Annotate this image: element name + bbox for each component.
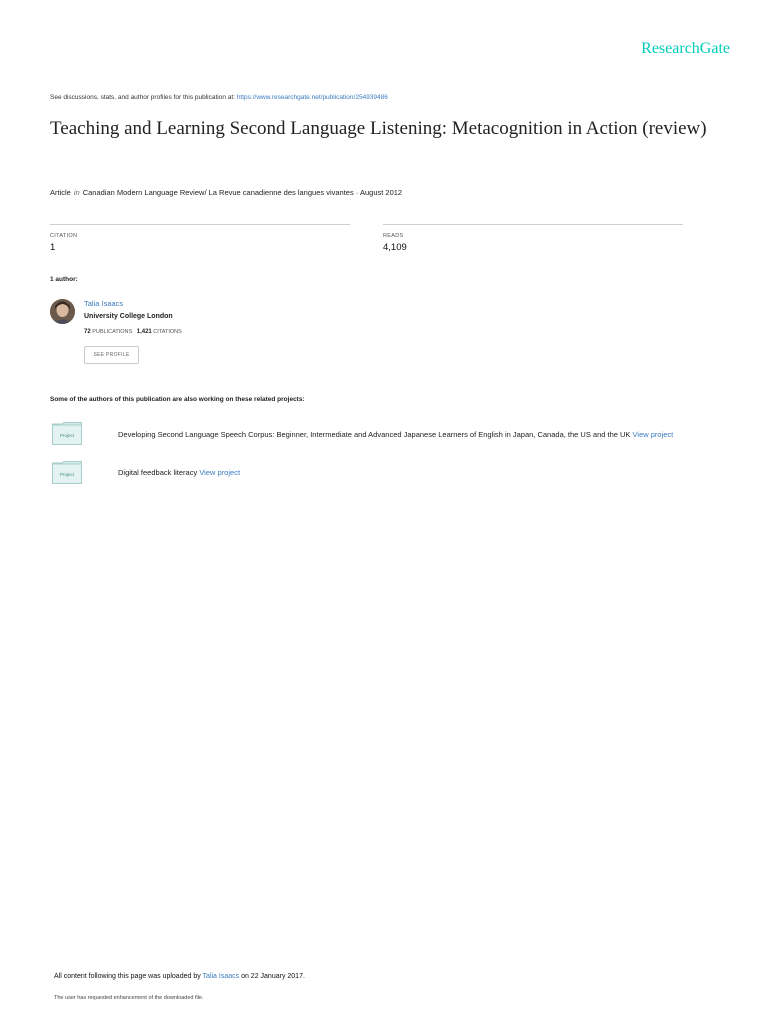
divider-citation xyxy=(50,224,350,225)
project-folder-icon xyxy=(52,422,82,445)
article-type: Article xyxy=(50,188,71,197)
project-title: Digital feedback literacy xyxy=(118,468,198,477)
uploaded-suffix: on 22 January 2017. xyxy=(241,973,305,980)
paper-title: Teaching and Learning Second Language Listening: Metacognition in Action (review) xyxy=(50,118,707,139)
researchgate-logo[interactable]: ResearchGate xyxy=(641,40,730,57)
citation-label: CITATION xyxy=(50,233,78,239)
author-institution: University College London xyxy=(84,313,173,320)
project-title: Developing Second Language Speech Corpus: Beginner, Intermediate and Advanced Japanese Learners of English in Japan, Canada, the US and the UK xyxy=(118,430,631,439)
view-project-link[interactable]: View project xyxy=(632,430,674,439)
see-profile-button[interactable]: SEE PROFILE xyxy=(84,346,139,364)
avatar[interactable] xyxy=(50,299,75,324)
uploaded-prefix: All content following this page was uploaded by xyxy=(54,973,201,980)
journal-name: Canadian Modern Language Review/ La Revue canadienne des langues vivantes xyxy=(82,188,354,197)
projects-heading: Some of the authors of this publication are also working on these related projects: xyxy=(50,396,305,403)
reads-count: 4,109 xyxy=(383,242,407,253)
folder-label: Project xyxy=(59,433,75,438)
paper-meta xyxy=(50,188,402,197)
citations-count: 1,421 xyxy=(136,329,152,335)
discussion-text: See discussions, stats, and author profiles for this publication at: xyxy=(50,94,235,101)
authors-heading: 1 author: xyxy=(50,276,78,283)
uploader-link[interactable]: Talia Isaacs xyxy=(202,973,240,980)
citations-label: CITATIONS xyxy=(153,329,182,335)
project-folder-icon xyxy=(52,461,82,484)
folder-label: Project xyxy=(59,472,75,477)
publication-url-link[interactable]: https://www.researchgate.net/publication/254939486 xyxy=(236,94,388,101)
publication-date: · August 2012 xyxy=(355,188,403,197)
publications-count: 72 xyxy=(84,329,91,335)
project-item-1 xyxy=(118,430,673,439)
project-item-2 xyxy=(118,468,240,477)
publications-label: PUBLICATIONS xyxy=(92,329,133,335)
reads-label: READS xyxy=(383,233,404,239)
divider-reads xyxy=(383,224,683,225)
in-label: in xyxy=(73,188,80,197)
author-stats xyxy=(84,329,182,335)
author-name-link[interactable]: Talia Isaacs xyxy=(84,299,124,308)
upload-note xyxy=(54,973,305,980)
enhancement-note: The user has requested enhancement of the downloaded file. xyxy=(54,995,204,1001)
citation-count: 1 xyxy=(50,242,56,253)
discussion-line xyxy=(50,94,388,101)
view-project-link[interactable]: View project xyxy=(199,468,241,477)
